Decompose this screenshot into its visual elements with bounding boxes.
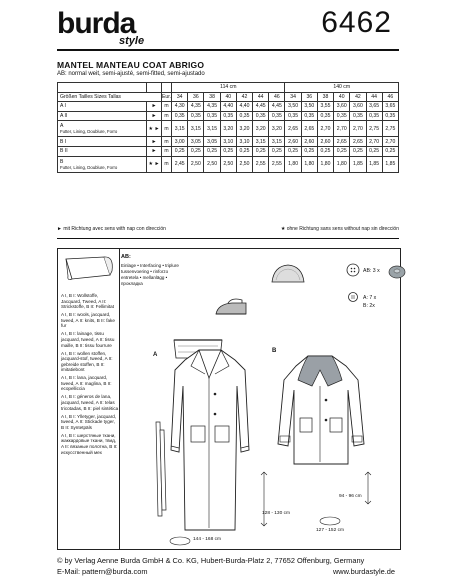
view-b-label: B	[272, 348, 277, 354]
yardage-cell: 3,05	[204, 137, 220, 147]
yardage-cell: 0,35	[269, 111, 285, 121]
row-label	[58, 137, 147, 147]
pattern-number: 6462	[321, 6, 392, 39]
size-cell: 40	[334, 92, 350, 102]
fabric-line: A I, B I: шерстяные ткани, жаккардовые ткани, твид, A II: вязаные полотна, B II: искусственный мех	[61, 432, 118, 455]
yardage-cell: 2,50	[204, 156, 220, 172]
fabric-suggestions	[61, 293, 119, 458]
yardage-cell: 2,60	[317, 137, 333, 147]
iron-icon	[212, 298, 252, 320]
fabric-line: A I, B I: Wollstoffe, Jacquard, Tweed, A II: Strickstoffe, B II: Fellimitat	[61, 293, 115, 310]
coat-a-illustration	[165, 330, 255, 546]
hem-b: 127 - 152 cm	[316, 528, 344, 533]
size-cell: 34	[172, 92, 188, 102]
yardage-cell: 0,35	[188, 111, 204, 121]
coat-b-illustration	[272, 340, 370, 480]
unit-cell: m	[162, 156, 172, 172]
yardage-cell: 3,10	[236, 137, 252, 147]
yardage-cell: 3,15	[172, 121, 188, 137]
width-group-2: 140 cm	[285, 83, 399, 93]
yardage-cell: 2,65	[334, 137, 350, 147]
unit-cell: m	[162, 102, 172, 112]
row-label	[58, 121, 147, 137]
yardage-cell: 0,25	[382, 146, 398, 156]
button-qty-b: B: 2x	[363, 303, 375, 309]
yardage-cell: 0,35	[204, 111, 220, 121]
yardage-cell: 4,45	[253, 102, 269, 112]
row-label	[58, 102, 147, 112]
yardage-cell: 4,35	[204, 102, 220, 112]
unit-label: Eur.	[162, 93, 172, 100]
nap-marker: ►	[147, 137, 162, 147]
size-cell: 36	[301, 92, 317, 102]
fabric-swatch-icon	[58, 249, 119, 291]
yardage-cell: 3,15	[204, 121, 220, 137]
unit-cell: m	[162, 137, 172, 147]
yardage-cell: 2,70	[334, 121, 350, 137]
snap-icon	[388, 263, 406, 279]
with-nap-note: ► mit Richtung avec sens with nap con dirección	[57, 226, 166, 232]
row-label-text: A II	[60, 113, 68, 120]
hem-a: 144 - 168 cm	[193, 537, 221, 542]
size-label: Größen Tailles Sizes Tallas	[58, 92, 162, 102]
yardage-cell: 2,55	[253, 156, 269, 172]
nap-marker: ►	[147, 146, 162, 156]
yardage-table	[57, 82, 399, 173]
fabric-line: A I, B I: géneros de lana, jacquard, tweed, A II: telas tricotadas, B II: piel sintética	[61, 394, 119, 411]
yardage-cell: 0,25	[269, 146, 285, 156]
yardage-cell: 3,15	[269, 137, 285, 147]
yardage-cell: 3,60	[334, 102, 350, 112]
nap-marker: ★ ►	[147, 121, 162, 137]
yardage-cell: 3,15	[188, 121, 204, 137]
size-cell: 38	[317, 92, 333, 102]
yardage-cell: 0,35	[350, 111, 366, 121]
yardage-cell: 2,70	[366, 137, 382, 147]
yardage-cell: 0,25	[317, 146, 333, 156]
yardage-cell: 1,80	[285, 156, 301, 172]
yardage-cell: 2,75	[366, 121, 382, 137]
hem-loop-b	[318, 515, 342, 527]
row-label	[58, 146, 147, 156]
yardage-cell: 0,25	[366, 146, 382, 156]
burda-logo	[57, 7, 145, 47]
size-cell: 46	[382, 92, 398, 102]
yardage-cell: 3,15	[253, 137, 269, 147]
yardage-cell: 2,65	[301, 121, 317, 137]
yardage-cell: 0,25	[301, 146, 317, 156]
shoulder-pad-icon	[268, 262, 308, 286]
nap-marker: ►	[147, 111, 162, 121]
yardage-cell: 0,25	[188, 146, 204, 156]
yardage-cell: 2,65	[285, 121, 301, 137]
notion-line: tussenvoering • rinforzo	[121, 269, 169, 274]
yardage-cell: 0,25	[350, 146, 366, 156]
row-sublabel: Futter, Lining, Doublure, Forro	[60, 129, 118, 135]
yardage-cell: 2,65	[350, 137, 366, 147]
yardage-cell: 4,45	[269, 102, 285, 112]
yardage-cell: 1,80	[317, 156, 333, 172]
yardage-cell: 2,60	[285, 137, 301, 147]
header-rule	[57, 49, 399, 51]
yardage-cell: 3,00	[172, 137, 188, 147]
table-group-row	[58, 83, 399, 93]
yardage-cell: 4,40	[220, 102, 236, 112]
row-sublabel: Futter, Lining, Doublure, Forro	[60, 164, 118, 170]
yardage-cell: 0,25	[204, 146, 220, 156]
brand-name: burda	[57, 7, 136, 40]
yardage-cell: 0,25	[172, 146, 188, 156]
size-cell: 46	[269, 92, 285, 102]
fabric-column	[58, 249, 120, 549]
yardage-cell: 0,35	[236, 111, 252, 121]
yardage-cell: 0,35	[285, 111, 301, 121]
notion-line: Einlage • Interfacing • triplure	[121, 263, 179, 268]
yardage-cell: 1,85	[350, 156, 366, 172]
yardage-cell: 0,25	[253, 146, 269, 156]
page-title: MANTEL MANTEAU COAT ABRIGO	[57, 60, 205, 70]
yardage-cell: 3,05	[188, 137, 204, 147]
yardage-cell: 3,20	[236, 121, 252, 137]
yardage-cell: 0,35	[301, 111, 317, 121]
yardage-cell: 1,85	[382, 156, 398, 172]
view-a-label: A	[153, 352, 158, 358]
row-label	[58, 156, 147, 172]
yardage-cell: 0,35	[366, 111, 382, 121]
yardage-cell: 1,85	[366, 156, 382, 172]
yardage-cell: 4,35	[188, 102, 204, 112]
size-cell: 42	[350, 92, 366, 102]
yardage-cell: 1,80	[334, 156, 350, 172]
size-cell: 44	[253, 92, 269, 102]
yardage-cell: 3,10	[220, 137, 236, 147]
yardage-cell: 0,35	[382, 111, 398, 121]
row-label-text: A I	[60, 103, 66, 110]
yardage-cell: 2,50	[220, 156, 236, 172]
yardage-cell: 3,50	[285, 102, 301, 112]
yardage-cell: 2,75	[382, 121, 398, 137]
length-b: 94 - 96 cm	[339, 494, 362, 499]
unit-cell: m	[162, 111, 172, 121]
yardage-cell: 3,50	[301, 102, 317, 112]
yardage-cell: 3,20	[220, 121, 236, 137]
table-row	[58, 121, 399, 137]
fabric-line: A I, B I: Ylletyger, jacquard, tweed, A II: Stickade tyger, B II: Syntetpäls	[61, 413, 117, 430]
yardage-cell: 0,25	[236, 146, 252, 156]
width-group-1: 114 cm	[172, 83, 285, 93]
size-cell: 36	[188, 92, 204, 102]
yardage-cell: 0,35	[172, 111, 188, 121]
size-cell: 38	[204, 92, 220, 102]
table-row	[58, 146, 399, 156]
yardage-cell: 0,35	[334, 111, 350, 121]
fabric-line: A I, B I: lana, jacquard, tweed, A II: maglina, B II: ecopelliccia	[61, 375, 112, 392]
nap-marker: ★ ►	[147, 156, 162, 172]
yardage-cell: 0,35	[253, 111, 269, 121]
size-cell: 42	[236, 92, 252, 102]
size-cell: 44	[366, 92, 382, 102]
row-label-text: A	[60, 123, 64, 130]
yardage-cell: 2,45	[172, 156, 188, 172]
yardage-cell: 4,40	[236, 102, 252, 112]
button-qty-ab: AB: 3 x	[363, 268, 380, 274]
yardage-cell: 2,70	[317, 121, 333, 137]
yardage-cell: 3,65	[366, 102, 382, 112]
yardage-cell: 2,70	[382, 137, 398, 147]
fit-subtitle: AB: normal weit, semi-ajusté, semi-fitted, semi-ajustado	[57, 71, 205, 77]
hem-loop-a	[168, 535, 192, 547]
yardage-cell: 3,65	[382, 102, 398, 112]
row-label-text: B	[60, 158, 64, 165]
table-row	[58, 102, 399, 112]
unit-cell: m	[162, 121, 172, 137]
unit-cell: m	[162, 146, 172, 156]
yardage-cell: 1,80	[301, 156, 317, 172]
yardage-cell: 0,35	[317, 111, 333, 121]
yardage-cell: 0,25	[220, 146, 236, 156]
yardage-cell: 3,20	[253, 121, 269, 137]
table-header-row	[58, 92, 399, 102]
notion-line: прокладка	[121, 281, 143, 286]
yardage-cell: 3,60	[350, 102, 366, 112]
section-rule	[57, 238, 399, 239]
yardage-cell: 4,30	[172, 102, 188, 112]
yardage-cell: 2,55	[269, 156, 285, 172]
yardage-cell: 0,25	[285, 146, 301, 156]
length-arrow-a	[258, 470, 278, 530]
notion-line: entretela • mellanlägg •	[121, 275, 168, 280]
table-row	[58, 156, 399, 172]
row-label	[58, 111, 147, 121]
yardage-cell: 0,35	[220, 111, 236, 121]
table-row	[58, 111, 399, 121]
size-cell: 34	[285, 92, 301, 102]
website[interactable]: www.burdastyle.de	[332, 567, 395, 576]
brand-sub: style	[119, 35, 145, 47]
small-button-icon	[346, 290, 360, 304]
yardage-cell: 0,25	[334, 146, 350, 156]
table-row	[58, 137, 399, 147]
email[interactable]: E-Mail: pattern@burda.com	[57, 567, 148, 576]
length-a: 128 - 130 cm	[262, 511, 290, 516]
yardage-cell: 3,20	[269, 121, 285, 137]
notions-label: AB:	[121, 254, 131, 260]
fabric-line: A I, B I: wools, jacquard, tweed, A II: knits, B II: fake fur	[61, 312, 115, 329]
yardage-cell: 2,50	[188, 156, 204, 172]
fabric-line: A I, B I: wollen stoffen, jacquard-stof, tweed, A II: gebreide stoffen, B II: imitatiebont	[61, 350, 113, 373]
button-qty-a: A: 7 x	[363, 295, 377, 301]
row-label-text: B II	[60, 148, 68, 155]
row-label-text: B I	[60, 138, 67, 145]
size-cell: 40	[220, 92, 236, 102]
yardage-cell: 2,50	[236, 156, 252, 172]
fabric-line: A I, B I: lainage, tissu jacquard, tweed, A II: tissu maille, B II: tissu fourrure	[61, 331, 115, 348]
notions-text	[121, 263, 179, 287]
nap-marker: ►	[147, 102, 162, 112]
length-arrow-b	[362, 470, 374, 506]
without-nap-note: ★ ohne Richtung sans sens without nap sin dirección	[280, 226, 399, 232]
copyright: © by Verlag Aenne Burda GmbH & Co. KG, Hubert-Burda-Platz 2, 77652 Offenburg, Germany	[57, 556, 365, 565]
yardage-cell: 3,55	[317, 102, 333, 112]
yardage-cell: 2,70	[350, 121, 366, 137]
yardage-cell: 2,60	[301, 137, 317, 147]
button-icon	[346, 263, 360, 277]
